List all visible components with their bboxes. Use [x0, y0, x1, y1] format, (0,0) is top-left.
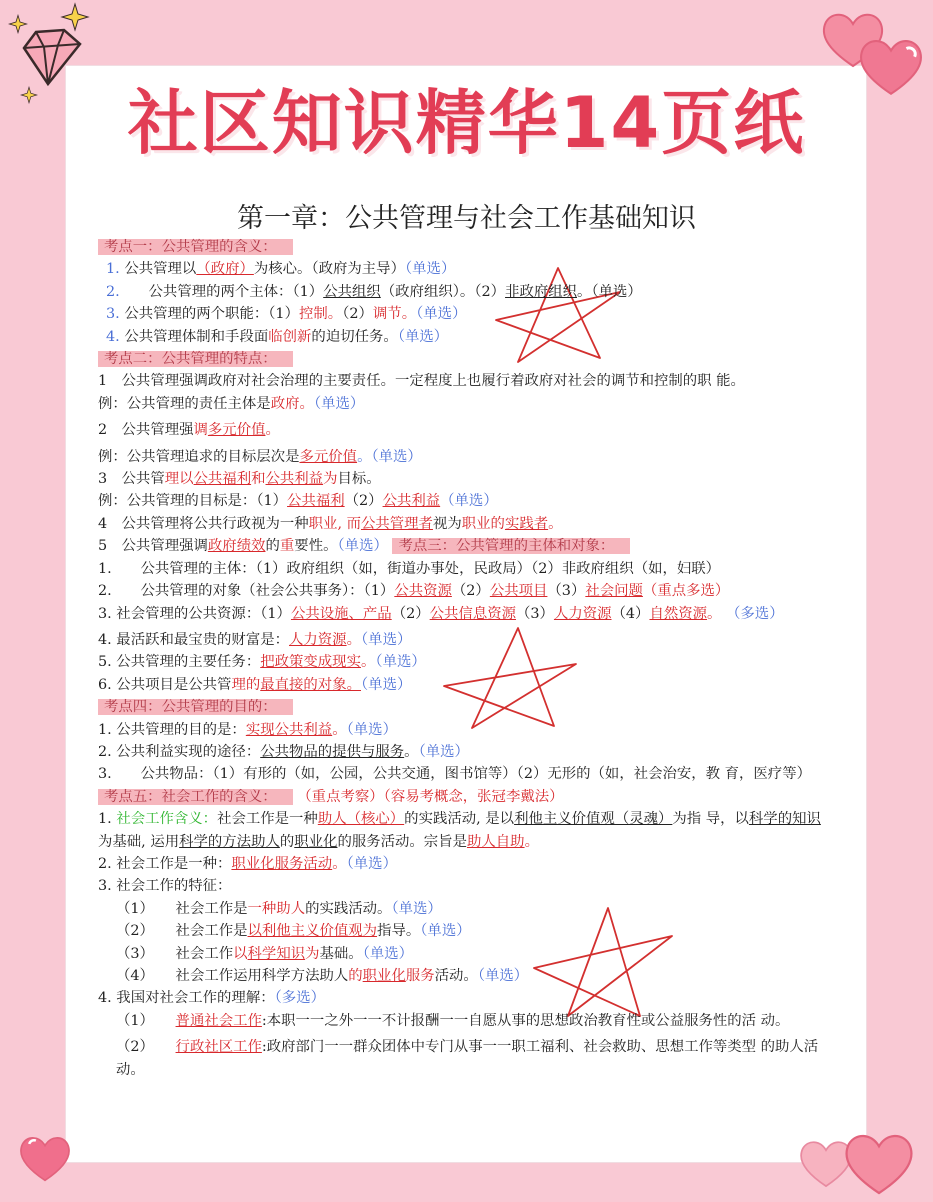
page-title: 社区知识精华14页纸	[127, 82, 806, 164]
s5-item-1: 1. 社会工作含义：社会工作是一种助人（核心）的实践活动, 是以利他主义价值观（灵魂）为指 导，以科学的知识为基础, 运用科学的方法助人的职业化的服务活动。宗旨是助人自助。	[98, 811, 821, 850]
s1-item-3: 3. 公共管理的两个职能：（1）控制。（2）调节。（单选）	[106, 306, 467, 323]
s4-item-3: 3. 公共物品：（1）有形的（如，公园，公共交通，图书馆等）（2）无形的（如，社会治安，教 育，医疗等）	[98, 766, 811, 783]
s3-item-5: 5. 公共管理的主要任务：把政策变成现实。（单选）	[98, 654, 426, 671]
s4-item-1: 1. 公共管理的目的是：实现公共利益。（单选）	[98, 721, 397, 738]
section-4-heading: 考点四：公共管理的目的：	[98, 699, 293, 715]
s3-item-1: 1. 公共管理的主体：（1）政府组织（如，街道办事处，民政局）（2）非政府组织（如，妇联）	[98, 560, 721, 577]
heart-icon	[16, 1132, 74, 1184]
section-5-heading: 考点五：社会工作的含义：	[98, 789, 293, 805]
s5-sub-4: （4） 社会工作运用科学方法助人的职业化服务活动。（单选）	[116, 968, 529, 984]
s2-example-2: 例：公共管理追求的目标层次是多元价值。（单选）	[98, 448, 422, 465]
section-2-heading: 考点二：公共管理的特点：	[98, 351, 293, 367]
sparkle-icon	[8, 14, 28, 34]
section-1-heading: 考点一：公共管理的含义：	[98, 239, 293, 255]
s1-item-2: 2. 公共管理的两个主体：（1）公共组织（政府组织）。（2）非政府组织。（单选）	[106, 283, 642, 300]
s1-item-4: 4. 公共管理体制和手段面临创新的迫切任务。（单选）	[106, 328, 449, 345]
s2-item-2: 2 公共管理强调多元价值。	[98, 422, 280, 439]
s5-sub-3: （3） 社会工作以科学知识为基础。（单选）	[116, 945, 414, 962]
s5-sub-5: （1） 普通社会工作:本职一一之外一一不计报酬一一自愿从事的思想政治教育性或公益服务性的活 动。	[116, 1012, 790, 1029]
s2-item-3: 3 公共管理以公共福利和公共利益为目标。	[98, 471, 381, 488]
s2-item-4: 4 公共管理将公共行政视为一种职业, 而公共管理者视为职业的实践者。	[98, 515, 563, 532]
s5-item-2: 2. 社会工作是一种：职业化服务活动。（单选）	[98, 855, 397, 872]
section-5-note: （重点考察）（容易考概念，张冠李戴法）	[297, 788, 564, 805]
sparkle-icon	[60, 2, 90, 32]
s5-item-4: 4. 我国对社会工作的理解：（多选）	[98, 990, 325, 1007]
s2-example-1: 例：公共管理的责任主体是政府。（单选）	[98, 395, 365, 412]
s5-sub-2: （2） 社会工作是以利他主义价值观为指导。（单选）	[116, 923, 471, 940]
s2-item-5: 5 公共管理强调政府绩效的重要性。（单选） 考点三：公共管理的主体和对象：	[98, 535, 834, 557]
heart-icon	[840, 1128, 918, 1198]
s5-item-3: 3. 社会工作的特征：	[98, 878, 232, 895]
s5-sub-1: （1） 社会工作是一种助人的实践活动。（单选）	[116, 900, 442, 917]
s2-example-3: 例：公共管理的目标是：（1）公共福利（2）公共利益（单选）	[98, 493, 498, 510]
s2-item-1: 1 公共管理强调政府对社会治理的主要责任。一定程度上也履行着政府对社会的调节和控制的职 能。	[98, 373, 745, 390]
section-3-heading: 考点三：公共管理的主体和对象：	[392, 538, 630, 554]
s3-item-2: 2. 公共管理的对象（社会公共事务）：（1）公共资源（2）公共项目（3）社会问题（重点多选）	[98, 583, 730, 600]
notes-body	[98, 236, 834, 1081]
s3-item-6: 6. 公共项目是公共管理的最直接的对象。（单选）	[98, 676, 412, 693]
s1-item-1: 1. 公共管理以（政府）为核心。（政府为主导）（单选）	[106, 261, 456, 278]
s3-item-4: 4. 最活跃和最宝贵的财富是：人力资源。（单选）	[98, 631, 412, 648]
s5-sub-6: （2） 行政社区工作:政府部门一一群众团体中专门从事一一职工福利、社会救助、思想工作等类型 的助人活动。	[116, 1039, 819, 1078]
s4-item-2: 2. 公共利益实现的途径：公共物品的提供与服务。（单选）	[98, 743, 469, 760]
s3-item-3: 3. 社会管理的公共资源：（1）公共设施、产品（2）公共信息资源（3）人力资源（4）自然资源。 （多选）	[98, 605, 784, 622]
chapter-heading: 第一章：公共管理与社会工作基础知识	[237, 203, 696, 234]
